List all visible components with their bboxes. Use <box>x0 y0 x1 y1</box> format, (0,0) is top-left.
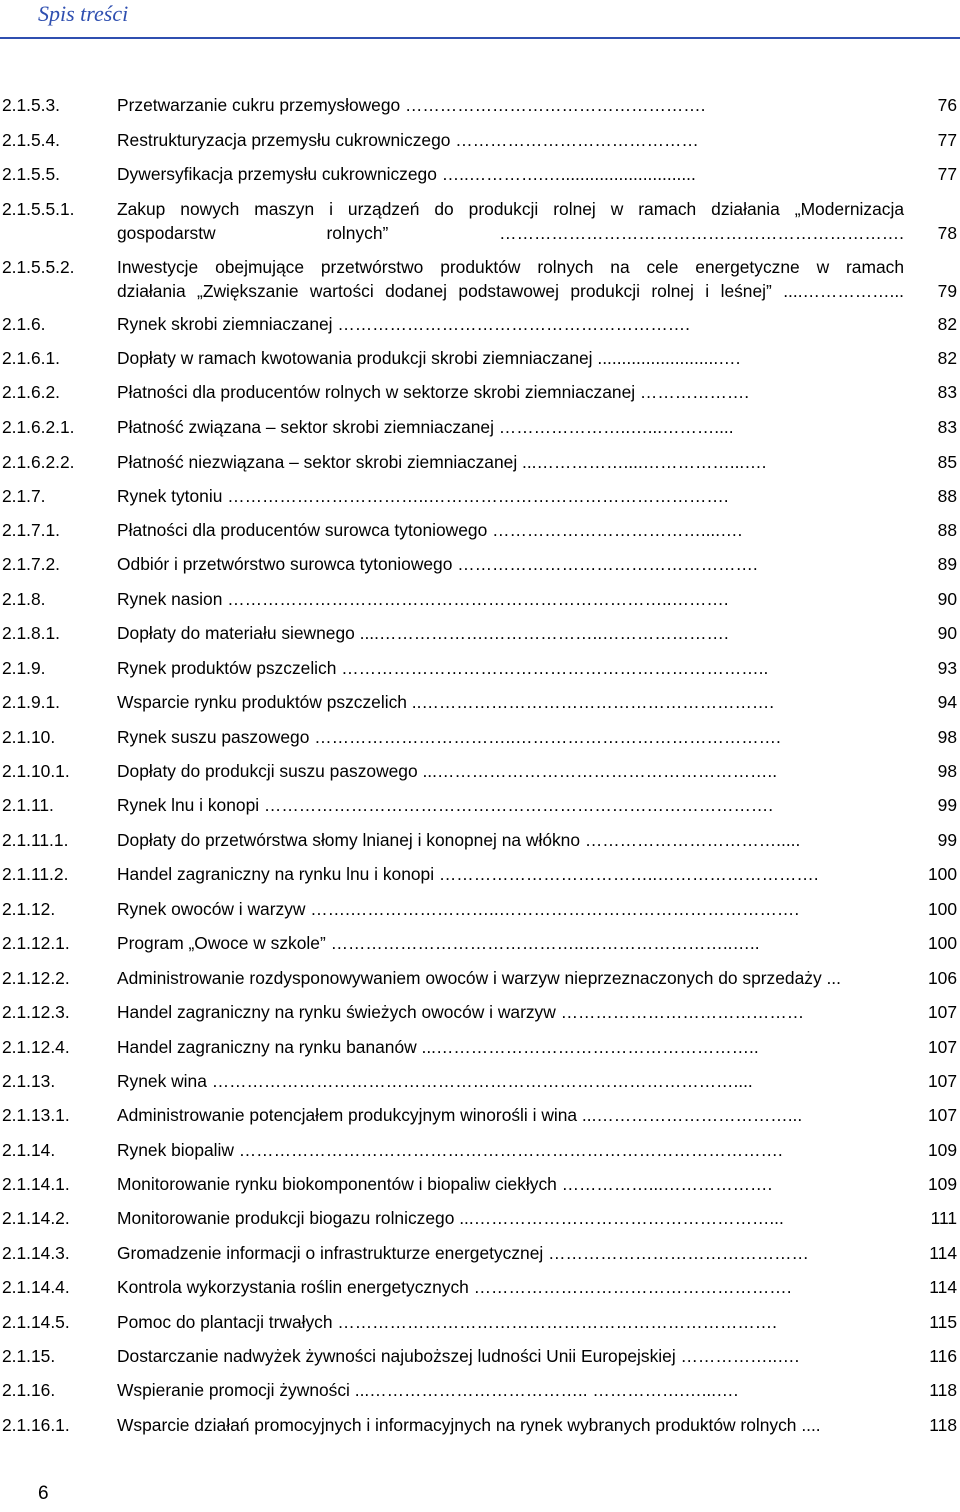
toc-entry-number: 2.1.14.5. <box>2 1312 70 1332</box>
header-title: Spis treści <box>38 1 129 26</box>
toc-entry-number: 2.1.6.2.2. <box>2 452 75 472</box>
toc-entry-number: 2.1.12.1. <box>2 933 70 953</box>
toc-entry-number: 2.1.13.1. <box>2 1105 70 1125</box>
toc-entry-title: Płatności dla producentów surowca tytoniowego ………………………………....…. <box>117 520 743 540</box>
toc-entry-page: 106 <box>927 968 957 988</box>
toc-entry-title: Restrukturyzacja przemysłu cukrowniczego …………………………………… <box>117 130 699 150</box>
toc-entry-number: 2.1.7.2. <box>2 554 61 574</box>
toc-entry-page: 90 <box>937 589 957 609</box>
toc-entry-title: Wsparcie działań promocyjnych i informacyjnych na rynek wybranych produktów rolnych .... <box>117 1415 821 1435</box>
toc-entry-page: 83 <box>937 382 957 402</box>
toc-entry-page: 107 <box>927 1105 957 1125</box>
toc-entry-number: 2.1.6.2.1. <box>2 417 75 437</box>
toc-entry-number: 2.1.7. <box>2 486 46 506</box>
toc-entry-page: 111 <box>930 1208 957 1228</box>
toc-entry-title: Przetwarzanie cukru przemysłowego ……………………………………………. <box>117 95 706 115</box>
toc-entry-page: 82 <box>937 314 957 334</box>
toc-entry-number: 2.1.12.3. <box>2 1002 70 1022</box>
toc-entry-number: 2.1.5.5.2. <box>2 257 75 277</box>
toc-entry-number: 2.1.14.3. <box>2 1243 70 1263</box>
toc-entry-title: Monitorowanie produkcji biogazu rolniczego ...……………………………………………... <box>117 1208 784 1228</box>
toc-entry-number: 2.1.14.1. <box>2 1174 70 1194</box>
toc-entry-title: Dopłaty do przetwórstwa słomy lnianej i konopnej na włókno ……………………………..... <box>117 830 801 850</box>
toc-entry-page: 116 <box>929 1346 957 1366</box>
toc-entry-title: Program „Owoce w szkole” ……………………………………..……………………..….. <box>117 933 760 953</box>
toc-entry-page: 107 <box>927 1037 957 1057</box>
toc-entry-page: 98 <box>937 761 957 781</box>
toc-entry-title: Gromadzenie informacji o infrastrukturze energetycznej ……………………………………… <box>117 1243 809 1263</box>
toc-entry-title: Płatność związana – sektor skrobi ziemniaczanej …………………..…...……….... <box>117 417 734 437</box>
toc-entry-page: 107 <box>927 1071 957 1091</box>
toc-entry-number: 2.1.15. <box>2 1346 56 1366</box>
toc-entry-number: 2.1.14.4. <box>2 1277 70 1297</box>
toc-entry-title: Handel zagraniczny na rynku lnu i konopi ………………………………..………………………. <box>117 864 819 884</box>
toc-entry-number: 2.1.9. <box>2 658 46 678</box>
header-rule <box>0 37 960 39</box>
toc-entry-page: 89 <box>937 554 957 574</box>
toc-entry-number: 2.1.12.4. <box>2 1037 70 1057</box>
toc-entry-number: 2.1.16. <box>2 1380 56 1400</box>
toc-entry-page: 77 <box>937 130 957 150</box>
toc-entry-number: 2.1.9.1. <box>2 692 61 712</box>
toc-entry-number: 2.1.12.2. <box>2 968 70 988</box>
toc-entry-number: 2.1.6. <box>2 314 46 334</box>
toc-entry-number: 2.1.11.1. <box>2 830 69 850</box>
toc-entry-number: 2.1.5.5. <box>2 164 61 184</box>
running-header <box>0 0 960 39</box>
toc-entry-title-line: gospodarstw rolnych” ……………………………………………………………. <box>117 223 904 243</box>
toc-entry-page: 88 <box>937 520 957 540</box>
toc-entry-page: 100 <box>927 899 957 919</box>
toc-entry-page: 100 <box>927 864 957 884</box>
toc-entry-title: Dostarczanie nadwyżek żywności najuboższej ludności Unii Europejskiej ……………..…. <box>117 1346 800 1366</box>
toc-entry-page: 118 <box>929 1380 957 1400</box>
toc-entry-number: 2.1.6.2. <box>2 382 61 402</box>
toc-entry-number: 2.1.14. <box>2 1140 56 1160</box>
toc-entry-number: 2.1.16.1. <box>2 1415 70 1435</box>
toc-entry-page: 94 <box>937 692 957 712</box>
toc-entry-page: 93 <box>937 658 957 678</box>
toc-entry-number: 2.1.10.1. <box>2 761 70 781</box>
toc-entry-page: 82 <box>937 348 957 368</box>
toc-entry-title: Rynek biopaliw …………………………………………………………………………………. <box>117 1140 783 1160</box>
toc-entry-page: 109 <box>927 1140 957 1160</box>
toc-entry-page: 85 <box>937 452 957 472</box>
toc-entry-title: Dopłaty do produkcji suszu paszowego ...………………………………………………….. <box>117 761 778 781</box>
toc-entry-title: Rynek nasion …………………………………………………………………..………. <box>117 589 729 609</box>
toc-entry-page: 99 <box>937 830 957 850</box>
toc-entry-title: Rynek skrobi ziemniaczanej ……………………………………………………. <box>117 314 691 334</box>
toc-entry-title: Płatności dla producentów rolnych w sektorze skrobi ziemniaczanej ………………. <box>117 382 750 402</box>
toc-entry-title: Handel zagraniczny na rynku bananów ...……………………………………………….. <box>117 1037 759 1057</box>
toc-entry-page: 100 <box>927 933 957 953</box>
toc-entry-title: Administrowanie potencjałem produkcyjnym winorośli i wina ...……………………………... <box>117 1105 803 1125</box>
toc-entry-title-line: działania „Zwiększanie wartości dodanej podstawowej produkcji rolnej i leśnej” ....……………... <box>117 281 904 301</box>
toc-entry-title: Kontrola wykorzystania roślin energetycznych ………………………………………………. <box>117 1277 792 1297</box>
toc-entry-number: 2.1.6.1. <box>2 348 61 368</box>
toc-entry-number: 2.1.11. <box>2 795 54 815</box>
toc-entry-number: 2.1.7.1. <box>2 520 61 540</box>
toc-entry-title: Administrowanie rozdysponowywaniem owoców i warzyw nieprzeznaczonych do sprzedaży ... <box>117 968 841 988</box>
toc-entry-page: 78 <box>937 223 957 243</box>
toc-entry-page: 79 <box>937 281 957 301</box>
toc-entry-title: Pomoc do plantacji trwałych …………………………………………………………………. <box>117 1312 777 1332</box>
toc-entry-page: 88 <box>937 486 957 506</box>
toc-entry-title: Rynek wina ……………………………………………………………………………….... <box>117 1071 753 1091</box>
toc-entry-page: 107 <box>927 1002 957 1022</box>
toc-entry-page: 98 <box>937 727 957 747</box>
toc-entry-number: 2.1.5.3. <box>2 95 61 115</box>
toc-entry-page: 76 <box>937 95 957 115</box>
toc-entry-number: 2.1.14.2. <box>2 1208 70 1228</box>
toc-entry-page: 83 <box>937 417 957 437</box>
toc-entry-title: Rynek tytoniu ……………………………..……………………………………………. <box>117 486 729 506</box>
toc-entry-title: Rynek produktów pszczelich ……………………………………………………………….. <box>117 658 769 678</box>
toc-entry-page: 114 <box>929 1277 957 1297</box>
toc-entry-page: 90 <box>937 623 957 643</box>
toc-entry-number: 2.1.13. <box>2 1071 56 1091</box>
toc-entry-title: Odbiór i przetwórstwo surowca tytoniowego ……………………………………………. <box>117 554 758 574</box>
toc-entry-title-line: Zakup nowych maszyn i urządzeń do produkcji rolnej w ramach działania „Modernizacja <box>117 199 904 219</box>
toc-entry-title <box>117 255 904 303</box>
toc-entry-page: 115 <box>929 1312 957 1332</box>
toc-entry-title-line: Inwestycje obejmujące przetwórstwo produktów rolnych na cele energetyczne w ramach <box>117 257 904 277</box>
toc-entry-title: Rynek lnu i konopi ……………………………………………………………………………. <box>117 795 774 815</box>
toc-entry-number: 2.1.10. <box>2 727 56 747</box>
toc-entry-number: 2.1.8. <box>2 589 46 609</box>
toc-entry-number: 2.1.12. <box>2 899 56 919</box>
toc-entry-title: Rynek suszu paszowego ……………………………..………………………………………. <box>117 727 781 747</box>
toc-entry-page: 77 <box>937 164 957 184</box>
toc-entry-number: 2.1.5.5.1. <box>2 199 75 219</box>
toc-entry-title: Dopłaty do materiału siewnego ....……………….………………..…………………. <box>117 623 729 643</box>
toc-entry-title: Wspieranie promocji żywności ...……………………………….. …………….…...…. <box>117 1380 739 1400</box>
toc-entry-title <box>117 197 904 245</box>
toc-entry-title: Wsparcie rynku produktów pszczelich ..……………………………………………………. <box>117 692 775 712</box>
toc-entry-title: Płatność niezwiązana – sektor skrobi ziemniaczanej ...……………....……………...…. <box>117 452 767 472</box>
toc-entry-page: 99 <box>937 795 957 815</box>
toc-entry-page: 118 <box>929 1415 957 1435</box>
toc-entry-title: Rynek owoców i warzyw …….……………………..……………………………………………. <box>117 899 800 919</box>
toc-entry-page: 109 <box>927 1174 957 1194</box>
toc-entry-title: Handel zagraniczny na rynku świeżych owoców i warzyw …………………………………… <box>117 1002 805 1022</box>
toc-entry-page: 114 <box>929 1243 957 1263</box>
toc-entry-title: Dopłaty w ramach kwotowania produkcji skrobi ziemniaczanej .........................…. <box>117 348 741 368</box>
toc-entry-number: 2.1.5.4. <box>2 130 61 150</box>
toc-entry-number: 2.1.11.2. <box>2 864 69 884</box>
toc-entry-title: Dywersyfikacja przemysłu cukrowniczego …..………….…............................ <box>117 164 696 184</box>
toc-entry-title: Monitorowanie rynku biokomponentów i biopaliw ciekłych ……………...………………. <box>117 1174 773 1194</box>
toc-entry-number: 2.1.8.1. <box>2 623 61 643</box>
page-number: 6 <box>38 1483 49 1504</box>
